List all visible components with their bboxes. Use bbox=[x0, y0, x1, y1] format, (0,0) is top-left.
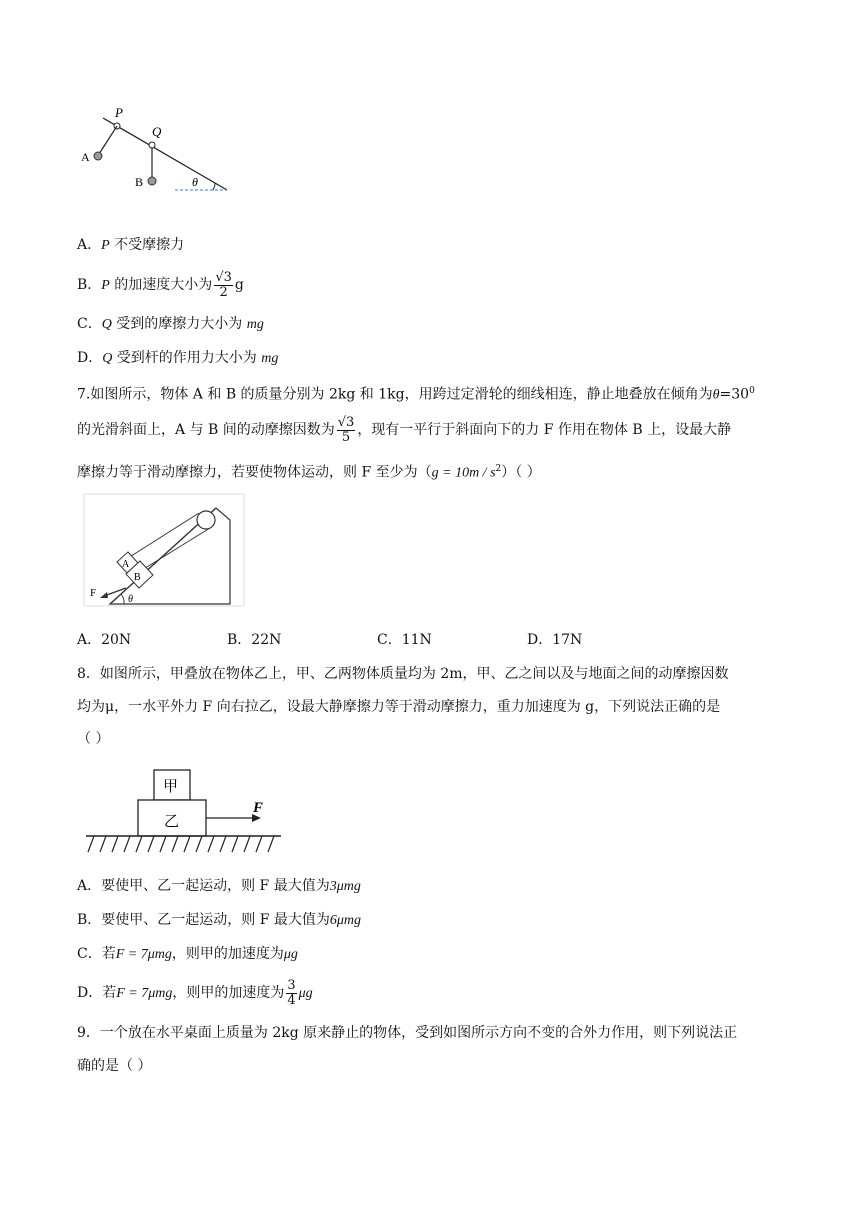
string-upper bbox=[128, 513, 199, 558]
force-label: F bbox=[253, 800, 264, 816]
option-8a: A．要使甲、乙一起运动，则 F 最大值为3μmg bbox=[77, 878, 361, 894]
force-arrowhead bbox=[100, 592, 108, 598]
option-7c: C．11N bbox=[377, 632, 432, 648]
question-7-line1: 7.如图所示，物体 A 和 B 的质量分别为 2kg 和 1kg，用跨过定滑轮的细线相连，静止地叠放在倾角为$\theta=30^0$ bbox=[77, 386, 755, 403]
question-7-line2: 的光滑斜面上，A 与 B 间的动摩擦因数为 $\frac{√3}{5}$ ，现有一平行于斜面向下的力 F 作用在物体 B 上，设最大静 bbox=[77, 414, 732, 445]
label-a: A bbox=[81, 150, 90, 164]
option-8b: B．要使甲、乙一起运动，则 F 最大值为6μmg bbox=[77, 912, 362, 928]
label-b: B bbox=[135, 175, 144, 189]
block-a-label: A bbox=[122, 559, 130, 570]
question-9-line1: 9．一个放在水平桌面上质量为 2kg 原来静止的物体，受到如图所示方向不变的合外力作用，则下列说法正 bbox=[77, 1025, 738, 1041]
question-8-line3: （ ） bbox=[77, 731, 110, 747]
ball-a bbox=[94, 152, 102, 160]
question-7-line3: 摩擦力等于滑动摩擦力，若要使物体运动，则 F 至少为$(g = 10m / s^2)$（ ） bbox=[77, 464, 541, 481]
pulley bbox=[197, 511, 215, 529]
option-7d: D．17N bbox=[527, 632, 583, 648]
string-lower bbox=[142, 528, 210, 570]
string-a bbox=[99, 126, 117, 154]
label-theta: θ bbox=[192, 175, 198, 189]
figure-rod-incline bbox=[75, 100, 245, 200]
option-7a: A．20N bbox=[77, 632, 132, 648]
option-6d: D．Q 受到杆的作用力大小为 mg bbox=[77, 350, 279, 366]
option-6a: A．P 不受摩擦力 bbox=[77, 237, 185, 253]
ring-q bbox=[149, 142, 155, 148]
theta-label: θ bbox=[128, 594, 133, 605]
fraction: $\frac{√3}{5}$ bbox=[337, 414, 355, 445]
ground-hatching bbox=[88, 836, 274, 852]
fraction: $\frac{3}{4}$ bbox=[287, 977, 296, 1008]
label-q: Q bbox=[152, 124, 162, 139]
option-8c: C．若F = 7μmg，则甲的加速度为μg bbox=[77, 946, 298, 962]
jia-label: 甲 bbox=[163, 777, 179, 795]
angle-arc bbox=[213, 183, 215, 190]
option-6c: C．Q 受到的摩擦力大小为 mg bbox=[77, 316, 264, 332]
question-8-line2: 均为μ，一水平外力 F 向右拉乙，设最大静摩擦力等于滑动摩擦力，重力加速度为 g，下列说法正确的是 bbox=[77, 699, 721, 715]
question-8-line1: 8．如图所示，甲叠放在物体乙上，甲、乙两物体质量均为 2m，甲、乙之间以及与地面之间的动摩擦因数 bbox=[77, 666, 729, 682]
rod bbox=[103, 118, 227, 190]
option-8d: D．若F = 7μmg，则甲的加速度为 $\frac{3}{4}$ μg bbox=[77, 977, 313, 1008]
question-9-line2: 确的是（ ） bbox=[77, 1058, 152, 1074]
force-label: F bbox=[90, 587, 97, 599]
figure-incline-pulley bbox=[80, 492, 250, 610]
option-7b: B．22N bbox=[227, 632, 282, 648]
label-p: P bbox=[115, 105, 123, 120]
ball-b bbox=[148, 177, 156, 185]
fraction: $\frac{√3}{2}$ bbox=[215, 269, 232, 300]
option-6b: B．P 的加速度大小为 $\frac{√3}{2}$ g bbox=[77, 269, 244, 300]
angle-arc bbox=[121, 594, 124, 604]
block-b-label: B bbox=[134, 572, 141, 583]
figure-stacked-blocks bbox=[86, 764, 286, 856]
yi-label: 乙 bbox=[164, 812, 180, 830]
